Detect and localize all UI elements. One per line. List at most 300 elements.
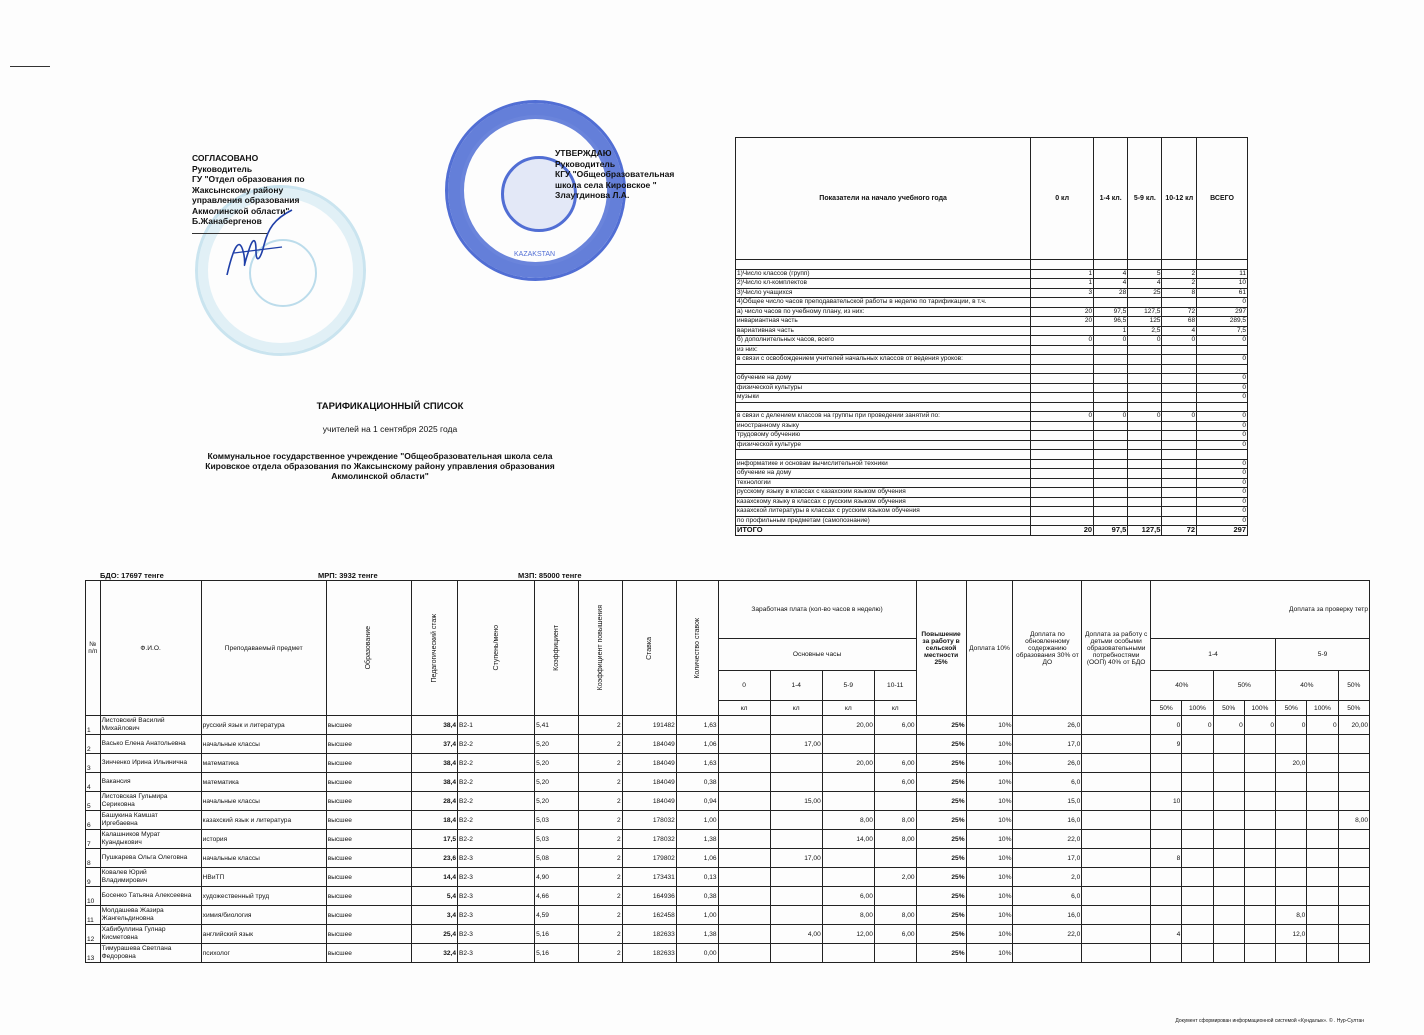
indicators-row [736,336,1248,346]
cell-h0 [718,811,770,830]
indicators-row-label [736,260,1031,270]
cell-c7 [1338,773,1369,792]
cell-c3: 0 [1213,716,1244,735]
indicators-cell: 0 [1197,459,1248,469]
indicators-cell [1162,421,1197,431]
cell-rural: 25% [916,792,966,811]
indicators-cell [1162,383,1197,393]
cell-c4 [1244,849,1275,868]
teacher-name [100,944,201,963]
indicators-cell [1094,364,1128,374]
cell-h0 [718,906,770,925]
indicators-cell: 0 [1031,412,1094,422]
cell-c4 [1244,925,1275,944]
indicators-cell: 0 [1197,469,1248,479]
cell-upd: 2,0 [1013,868,1082,887]
cell-c7 [1338,925,1369,944]
teacher-name-line: Башукина Камшат [101,812,158,819]
indicators-cell: 4 [1162,326,1197,336]
cell-cnt: 2 [578,906,622,925]
cell-lvl: В2-3 [458,906,535,925]
approval-right-line: УТВЕРЖДАЮ [555,148,612,158]
cell-c4 [1244,735,1275,754]
cell-rural: 25% [916,716,966,735]
indicators-cell: 20 [1031,317,1094,327]
indicators-cell [1162,507,1197,517]
cell-c7 [1338,792,1369,811]
indicators-cell [1128,497,1162,507]
cell-upd: 17,0 [1013,849,1082,868]
cell-h14 [770,868,822,887]
cell-rural: 25% [916,925,966,944]
indicators-row-label: иностранному языку [736,421,1031,431]
indicators-cell: 11 [1197,269,1248,279]
cell-c4 [1244,754,1275,773]
teacher-name [100,811,201,830]
cell-rate: 184049 [622,754,676,773]
header-num: № п/п [86,581,101,716]
indicators-row [736,298,1248,308]
cell-c1 [1151,830,1182,849]
header-basic: Основные часы [718,639,916,671]
indicators-cell: 0 [1197,355,1248,365]
cell-add10: 10% [966,906,1013,925]
cell-c2: 0 [1182,716,1213,735]
cell-c1 [1151,887,1182,906]
teacher-name-line: Сериковна [101,801,135,808]
indicators-cell [1094,345,1128,355]
cell-n: 11 [86,906,101,925]
cell-c4 [1244,887,1275,906]
indicators-cell [1031,326,1094,336]
indicators-header-cell: ВСЕГО [1197,138,1248,260]
indicators-row-label: казахскому языку в классах с русским языком обучения [736,497,1031,507]
cell-rc: 0,94 [676,792,718,811]
cell-cnt: 2 [578,773,622,792]
cell-h1011: 8,00 [874,811,916,830]
teacher-name [100,716,201,735]
approval-right-line: школа села Кировское " [555,179,657,190]
cell-edu: высшее [326,830,411,849]
cell-h59 [822,773,874,792]
cell-special [1082,925,1151,944]
cell-h14: 17,00 [770,849,822,868]
indicators-cell: 25 [1128,288,1162,298]
cell-c4 [1244,792,1275,811]
cell-rc: 0,38 [676,887,718,906]
cell-subj: химия/биология [201,906,326,925]
cell-c5: 8,0 [1276,906,1307,925]
cell-edu: высшее [326,792,411,811]
cell-rural: 25% [916,887,966,906]
cell-exp: 32,4 [412,944,458,963]
indicators-header-cell: 1-4 кл. [1094,138,1128,260]
cell-c3 [1213,906,1244,925]
cell-c6 [1307,944,1338,963]
cell-rc: 1,00 [676,811,718,830]
cell-upd: 22,0 [1013,830,1082,849]
indicators-row-label: музыки [736,393,1031,403]
teacher-name [100,792,201,811]
teacher-name [100,925,201,944]
cell-exp: 38,4 [412,773,458,792]
cell-h0 [718,773,770,792]
bdo-value: БДО: 17697 тенге [100,571,164,580]
indicators-cell: 97,5 [1094,307,1128,317]
indicators-cell [1031,440,1094,450]
approval-right-line: Руководитель [555,158,616,169]
indicators-header-cell: 0 кл [1031,138,1094,260]
indicators-cell [1031,507,1094,517]
header-unit: кл [718,701,770,716]
indicators-row-label [736,364,1031,374]
indicators-cell [1094,516,1128,526]
indicators-cell [1094,431,1128,441]
indicators-row-label: физической культуры [736,383,1031,393]
cell-c3 [1213,868,1244,887]
cell-rc: 0,00 [676,944,718,963]
cell-subj: художественный труд [201,887,326,906]
cell-c1: 10 [1151,792,1182,811]
cell-special [1082,716,1151,735]
cell-c4: 0 [1244,716,1275,735]
cell-rural: 25% [916,811,966,830]
indicators-cell [1197,450,1248,460]
cell-h0 [718,925,770,944]
cell-rural: 25% [916,868,966,887]
cell-add10: 10% [966,887,1013,906]
indicators-cell [1197,260,1248,270]
indicators-cell: 297 [1197,307,1248,317]
cell-c2 [1182,925,1213,944]
indicators-row-label: а) число часов по учебному плану, из них: [736,307,1031,317]
indicators-cell [1094,355,1128,365]
indicators-cell [1094,440,1128,450]
cell-rate: 164936 [622,887,676,906]
cell-n: 6 [86,811,101,830]
table-row [86,792,1370,811]
cell-rc: 1,63 [676,754,718,773]
teacher-name-line: Ковалев Юрий [101,869,147,876]
indicators-cell [1128,469,1162,479]
indicators-cell: 0 [1094,336,1128,346]
signature-line [192,227,267,234]
indicators-row [736,307,1248,317]
indicators-total-cell: 297 [1197,526,1248,536]
stamp-text: KAZAKSTAN [514,251,556,258]
indicators-cell [1094,507,1128,517]
indicators-cell [1031,421,1094,431]
indicators-cell: 4 [1128,279,1162,289]
indicators-row-label: физической культуре [736,440,1031,450]
indicators-total-cell: 97,5 [1094,526,1128,536]
indicators-cell [1162,497,1197,507]
indicators-total-row [736,526,1248,536]
indicators-cell: 0 [1197,431,1248,441]
indicators-row [736,326,1248,336]
indicators-row-label: 3)Число учащихся [736,288,1031,298]
table-row [86,716,1370,735]
header-updated: Доплата по обновленному содержанию образования 30% от ДО [1013,581,1082,716]
cell-rural: 25% [916,735,966,754]
header-experience-text: Педагогический стаж [431,613,439,683]
indicators-row-label: вариативная часть [736,326,1031,336]
cell-add10: 10% [966,830,1013,849]
header-special: Доплата за работу с детьми особыми образовательными потребностями (ООП) 40% от БДО [1082,581,1151,716]
cell-special [1082,773,1151,792]
cell-c6 [1307,754,1338,773]
cell-c2 [1182,906,1213,925]
cell-h1011: 2,00 [874,868,916,887]
cell-c4 [1244,868,1275,887]
header-unit: кл [770,701,822,716]
indicators-row-label: из них: [736,345,1031,355]
indicators-row [736,431,1248,441]
cell-special [1082,868,1151,887]
cell-coef: 5,16 [535,944,579,963]
teacher-name-line: Пушкарева Ольга Олеговна [101,854,188,861]
cell-c6: 0 [1307,716,1338,735]
teacher-name [100,830,201,849]
cell-add10: 10% [966,944,1013,963]
cell-coef: 5,20 [535,773,579,792]
cell-h14: 4,00 [770,925,822,944]
header-pct: 40% [1276,671,1339,701]
header-rate [622,581,676,716]
cell-upd: 26,0 [1013,754,1082,773]
cell-add10: 10% [966,735,1013,754]
indicators-cell: 1 [1031,269,1094,279]
cell-h14 [770,944,822,963]
indicators-row-label: информатике и основам вычислительной техники [736,459,1031,469]
cell-c2 [1182,830,1213,849]
indicators-row [736,459,1248,469]
indicators-header-cell: 10-12 кл [1162,138,1197,260]
cell-cnt: 2 [578,792,622,811]
indicators-cell [1128,459,1162,469]
header-sub-pct: 100% [1244,701,1275,716]
indicators-row-label: обучение на дому [736,469,1031,479]
indicators-cell: 1 [1094,326,1128,336]
cell-subj: начальные классы [201,849,326,868]
cell-rural: 25% [916,906,966,925]
teacher-name-line: Хабибуллина Гулнар [101,926,166,933]
indicators-cell: 0 [1197,440,1248,450]
cell-upd: 26,0 [1013,716,1082,735]
indicators-cell: 0 [1162,336,1197,346]
indicators-cell [1162,516,1197,526]
cell-add10: 10% [966,925,1013,944]
teacher-name-line: Куандыкович [101,839,142,846]
cell-upd: 16,0 [1013,811,1082,830]
cell-c1 [1151,754,1182,773]
approval-left [192,153,305,234]
indicators-cell [1094,488,1128,498]
indicators-cell [1094,383,1128,393]
cell-c6 [1307,925,1338,944]
indicators-table [735,137,1248,536]
cell-h1011: 8,00 [874,906,916,925]
cell-c1: 4 [1151,925,1182,944]
indicators-row-label: 1)Число классов (групп) [736,269,1031,279]
teacher-name-line: Васько Елена Анатольевна [101,740,186,747]
indicators-cell [1094,497,1128,507]
table-row [86,849,1370,868]
cell-c6 [1307,887,1338,906]
cell-upd: 15,0 [1013,792,1082,811]
cell-edu: высшее [326,925,411,944]
cell-c5: 0 [1276,716,1307,735]
cell-h1011: 8,00 [874,830,916,849]
header-sub-pct: 50% [1213,701,1244,716]
header-row [86,581,1370,639]
footer-note: Документ сформирован информационной системой «Кундалык». © . Нур-Султан [1175,1018,1364,1024]
indicators-cell [1031,374,1094,384]
cell-exp: 17,5 [412,830,458,849]
indicators-row [736,469,1248,479]
indicators-cell [1031,478,1094,488]
cell-c6 [1307,773,1338,792]
cell-coef: 4,59 [535,906,579,925]
header-sub-pct: 50% [1276,701,1307,716]
cell-h0 [718,868,770,887]
header-fio: Ф.И.О. [100,581,201,716]
cell-subj: история [201,830,326,849]
cell-c3 [1213,754,1244,773]
cell-rural: 25% [916,830,966,849]
indicators-cell: 0 [1197,374,1248,384]
header-rate-count [676,581,718,716]
cell-h0 [718,849,770,868]
indicators-row-label: обучение на дому [736,374,1031,384]
indicators-total-cell: 20 [1031,526,1094,536]
cell-rate: 184049 [622,792,676,811]
header-check-14: 1-4 [1151,639,1276,671]
cell-n: 8 [86,849,101,868]
cell-cnt: 2 [578,830,622,849]
cell-h59 [822,944,874,963]
approval-right-line: Злаутдинова Л.А. [555,190,630,200]
indicators-cell [1197,402,1248,412]
header-unit: кл [874,701,916,716]
organization-line: Коммунальное государственное учреждение "Общеобразовательная школа села [207,451,553,461]
cell-c1: 8 [1151,849,1182,868]
cell-h59 [822,849,874,868]
cell-subj: английский язык [201,925,326,944]
cell-c5 [1276,792,1307,811]
cell-n: 5 [86,792,101,811]
cell-c4 [1244,773,1275,792]
cell-h1011 [874,944,916,963]
cell-c1: 9 [1151,735,1182,754]
indicators-cell [1031,260,1094,270]
indicators-cell: 125 [1128,317,1162,327]
indicators-cell [1031,383,1094,393]
tariff-table [85,580,1370,963]
indicators-row [736,288,1248,298]
header-check-59: 5-9 [1276,639,1370,671]
cell-c7 [1338,944,1369,963]
cell-h1011 [874,792,916,811]
indicators-row-label: русскому языку в классах с казахским языком обучения [736,488,1031,498]
header-unit: кл [822,701,874,716]
cell-c3 [1213,925,1244,944]
header-coef-text: Коэффициент [553,625,561,671]
cell-lvl: В2-3 [458,887,535,906]
cell-rural: 25% [916,849,966,868]
cell-h14 [770,754,822,773]
indicators-cell [1162,298,1197,308]
header-coef-up [578,581,622,716]
indicators-cell: 20 [1031,307,1094,317]
cell-cnt: 2 [578,887,622,906]
teacher-name-line: Владимирович [101,877,148,884]
cell-c2 [1182,868,1213,887]
header-coef [535,581,579,716]
indicators-cell [1128,507,1162,517]
cell-cnt: 2 [578,735,622,754]
cell-exp: 37,4 [412,735,458,754]
header-grade-0: 0 [718,671,770,701]
cell-special [1082,849,1151,868]
cell-c2 [1182,754,1213,773]
indicators-row [736,374,1248,384]
header-salary: Заработная плата (кол-во часов в неделю) [718,581,916,639]
indicators-cell: 1 [1031,279,1094,289]
table-row [86,830,1370,849]
cell-exp: 38,4 [412,754,458,773]
cell-rate: 173431 [622,868,676,887]
cell-h59: 20,00 [822,754,874,773]
cell-c6 [1307,849,1338,868]
header-pct: 50% [1338,671,1369,701]
cell-coef: 4,90 [535,868,579,887]
table-row [86,925,1370,944]
indicators-cell [1094,402,1128,412]
indicators-cell [1031,459,1094,469]
teacher-name [100,754,201,773]
indicators-cell [1128,440,1162,450]
cell-c1 [1151,906,1182,925]
indicators-row [736,355,1248,365]
indicators-cell [1128,393,1162,403]
cell-c5 [1276,944,1307,963]
cell-n: 4 [86,773,101,792]
cell-c2 [1182,849,1213,868]
cell-h0 [718,735,770,754]
approval-right [555,148,674,201]
cell-add10: 10% [966,811,1013,830]
indicators-cell [1162,355,1197,365]
indicators-row [736,507,1248,517]
cell-c3 [1213,773,1244,792]
cell-c6 [1307,830,1338,849]
cell-n: 9 [86,868,101,887]
indicators-cell: 61 [1197,288,1248,298]
cell-c3 [1213,887,1244,906]
indicators-cell [1128,450,1162,460]
indicators-cell [1162,402,1197,412]
cell-n: 13 [86,944,101,963]
header-check: Доплата за проверку тетр [1151,581,1370,639]
indicators-cell: 0 [1197,393,1248,403]
organization-line: Акмолинской области" [331,471,429,481]
cell-c7: 8,00 [1338,811,1369,830]
cell-c1 [1151,944,1182,963]
approval-left-line: Жаксынскому району [192,184,284,195]
indicators-header-cell: 5-9 кл. [1128,138,1162,260]
teacher-name [100,906,201,925]
